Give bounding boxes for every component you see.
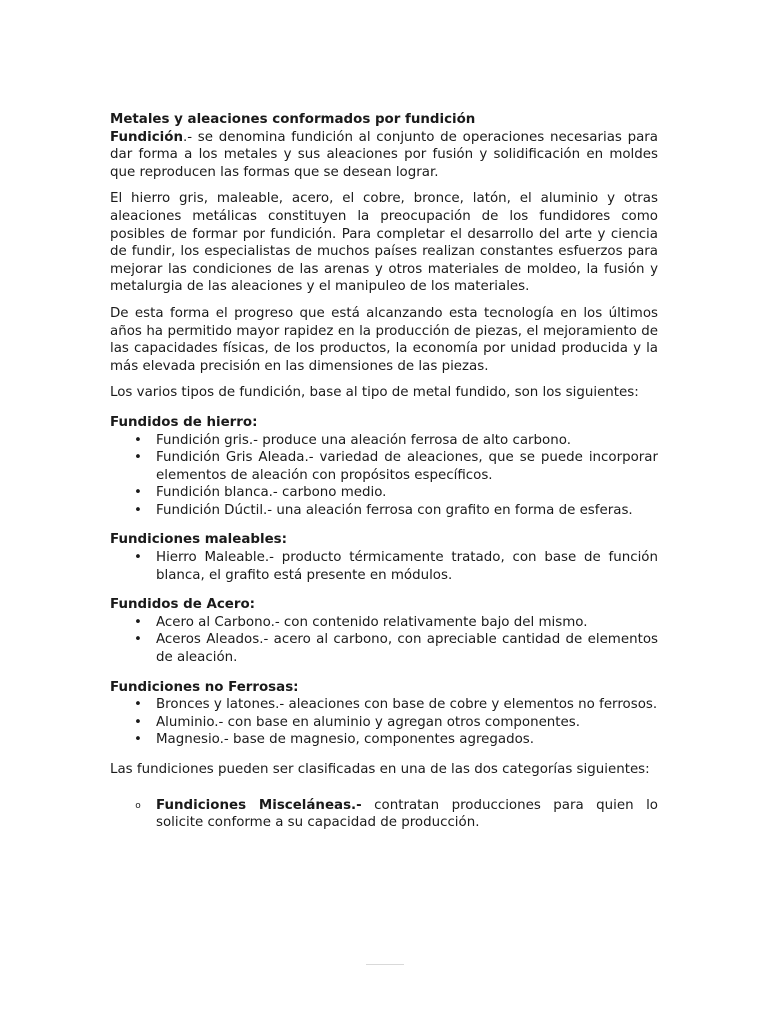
bullet-icon: •	[134, 614, 142, 630]
paragraph-types: Los varios tipos de fundición, base al tipo de metal fundido, son los siguientes:	[110, 385, 639, 401]
intro-term: Fundición	[110, 129, 183, 145]
section-heading-no-ferrosas: Fundiciones no Ferrosas:	[110, 679, 299, 695]
list-item: • Bronces y latones.- aleaciones con base de cobre y elementos no ferrosos.	[134, 697, 658, 713]
list-acero	[110, 614, 658, 667]
list-item: • Aluminio.- con base en aluminio y agregan otros componentes.	[134, 714, 581, 730]
bullet-icon: •	[134, 714, 142, 730]
list-categories	[110, 797, 658, 832]
list-item: • Fundición blanca.- carbono medio.	[134, 485, 387, 501]
list-item: • Magnesio.- base de magnesio, componentes agregados.	[134, 732, 535, 748]
list-hierro	[110, 432, 658, 520]
intro-text: .- se denomina fundición al conjunto de operaciones necesarias para dar forma a los metales y sus aleaciones por fusión y solidificación en moldes que reproducen las formas que se desean lograr.	[110, 129, 658, 180]
page-footer-mark	[366, 964, 404, 965]
list-item: • Fundición Dúctil.- una aleación ferrosa con grafito en forma de esferas.	[134, 502, 633, 518]
list-item: o Fundiciones Misceláneas.- contratan producciones para quien lo solicite conforme a su capacidad de producción.	[110, 797, 658, 832]
document-title: Metales y aleaciones conformados por fundición	[110, 112, 476, 127]
paragraph-progress: De esta forma el progreso que está alcanzando esta tecnología en los últimos años ha permitido mayor rapidez en la producción de piezas, el mejoramiento de las capacidades físicas, de los productos, la economía por unidad producida y la más elevada precisión en las dimensiones de las piezas.	[110, 305, 658, 374]
bullet-icon: •	[134, 732, 142, 748]
list-maleables	[110, 549, 658, 584]
bullet-icon: •	[134, 502, 142, 518]
bullet-icon: •	[134, 697, 142, 713]
intro-paragraph	[110, 129, 658, 182]
paragraph-metals: El hierro gris, maleable, acero, el cobre, bronce, latón, el aluminio y otras aleaciones metálicas constituyen la preocupación de los fundidores como posibles de formar por fundición. Para completar el desarrollo del arte y ciencia de fundir, los especialistas de muchos países realizan constantes esfuerzos para mejorar las condiciones de las arenas y otros materiales de moldeo, la fusión y metalurgia de las aleaciones y el manipuleo de los materiales.	[110, 191, 658, 295]
bullet-icon: •	[134, 432, 142, 448]
list-item: • Acero al Carbono.- con contenido relativamente bajo del mismo.	[134, 614, 588, 630]
list-item: • Fundición gris.- produce una aleación ferrosa de alto carbono.	[134, 432, 571, 448]
section-heading-maleables: Fundiciones maleables:	[110, 532, 287, 548]
circle-bullet-icon: o	[135, 800, 141, 811]
section-heading-hierro: Fundidos de hierro:	[110, 414, 258, 430]
bullet-icon: •	[134, 485, 142, 501]
bullet-icon: •	[134, 632, 142, 648]
list-item: • Aceros Aleados.- acero al carbono, con apreciable cantidad de elementos de aleación.	[134, 632, 658, 666]
bullet-icon: •	[134, 450, 142, 466]
paragraph-closing: Las fundiciones pueden ser clasificadas en una de las dos categorías siguientes:	[110, 762, 650, 777]
list-no-ferrosas	[110, 696, 658, 749]
list-item: • Fundición Gris Aleada.- variedad de aleaciones, que se puede incorporar elementos de aleación con propósitos específicos.	[134, 450, 658, 483]
section-heading-acero: Fundidos de Acero:	[110, 597, 256, 613]
list-item: • Hierro Maleable.- producto térmicamente tratado, con base de función blanca, el grafito está presente en módulos.	[134, 550, 658, 583]
category-term: Fundiciones Misceláneas.-	[156, 797, 362, 813]
bullet-icon: •	[134, 550, 142, 566]
